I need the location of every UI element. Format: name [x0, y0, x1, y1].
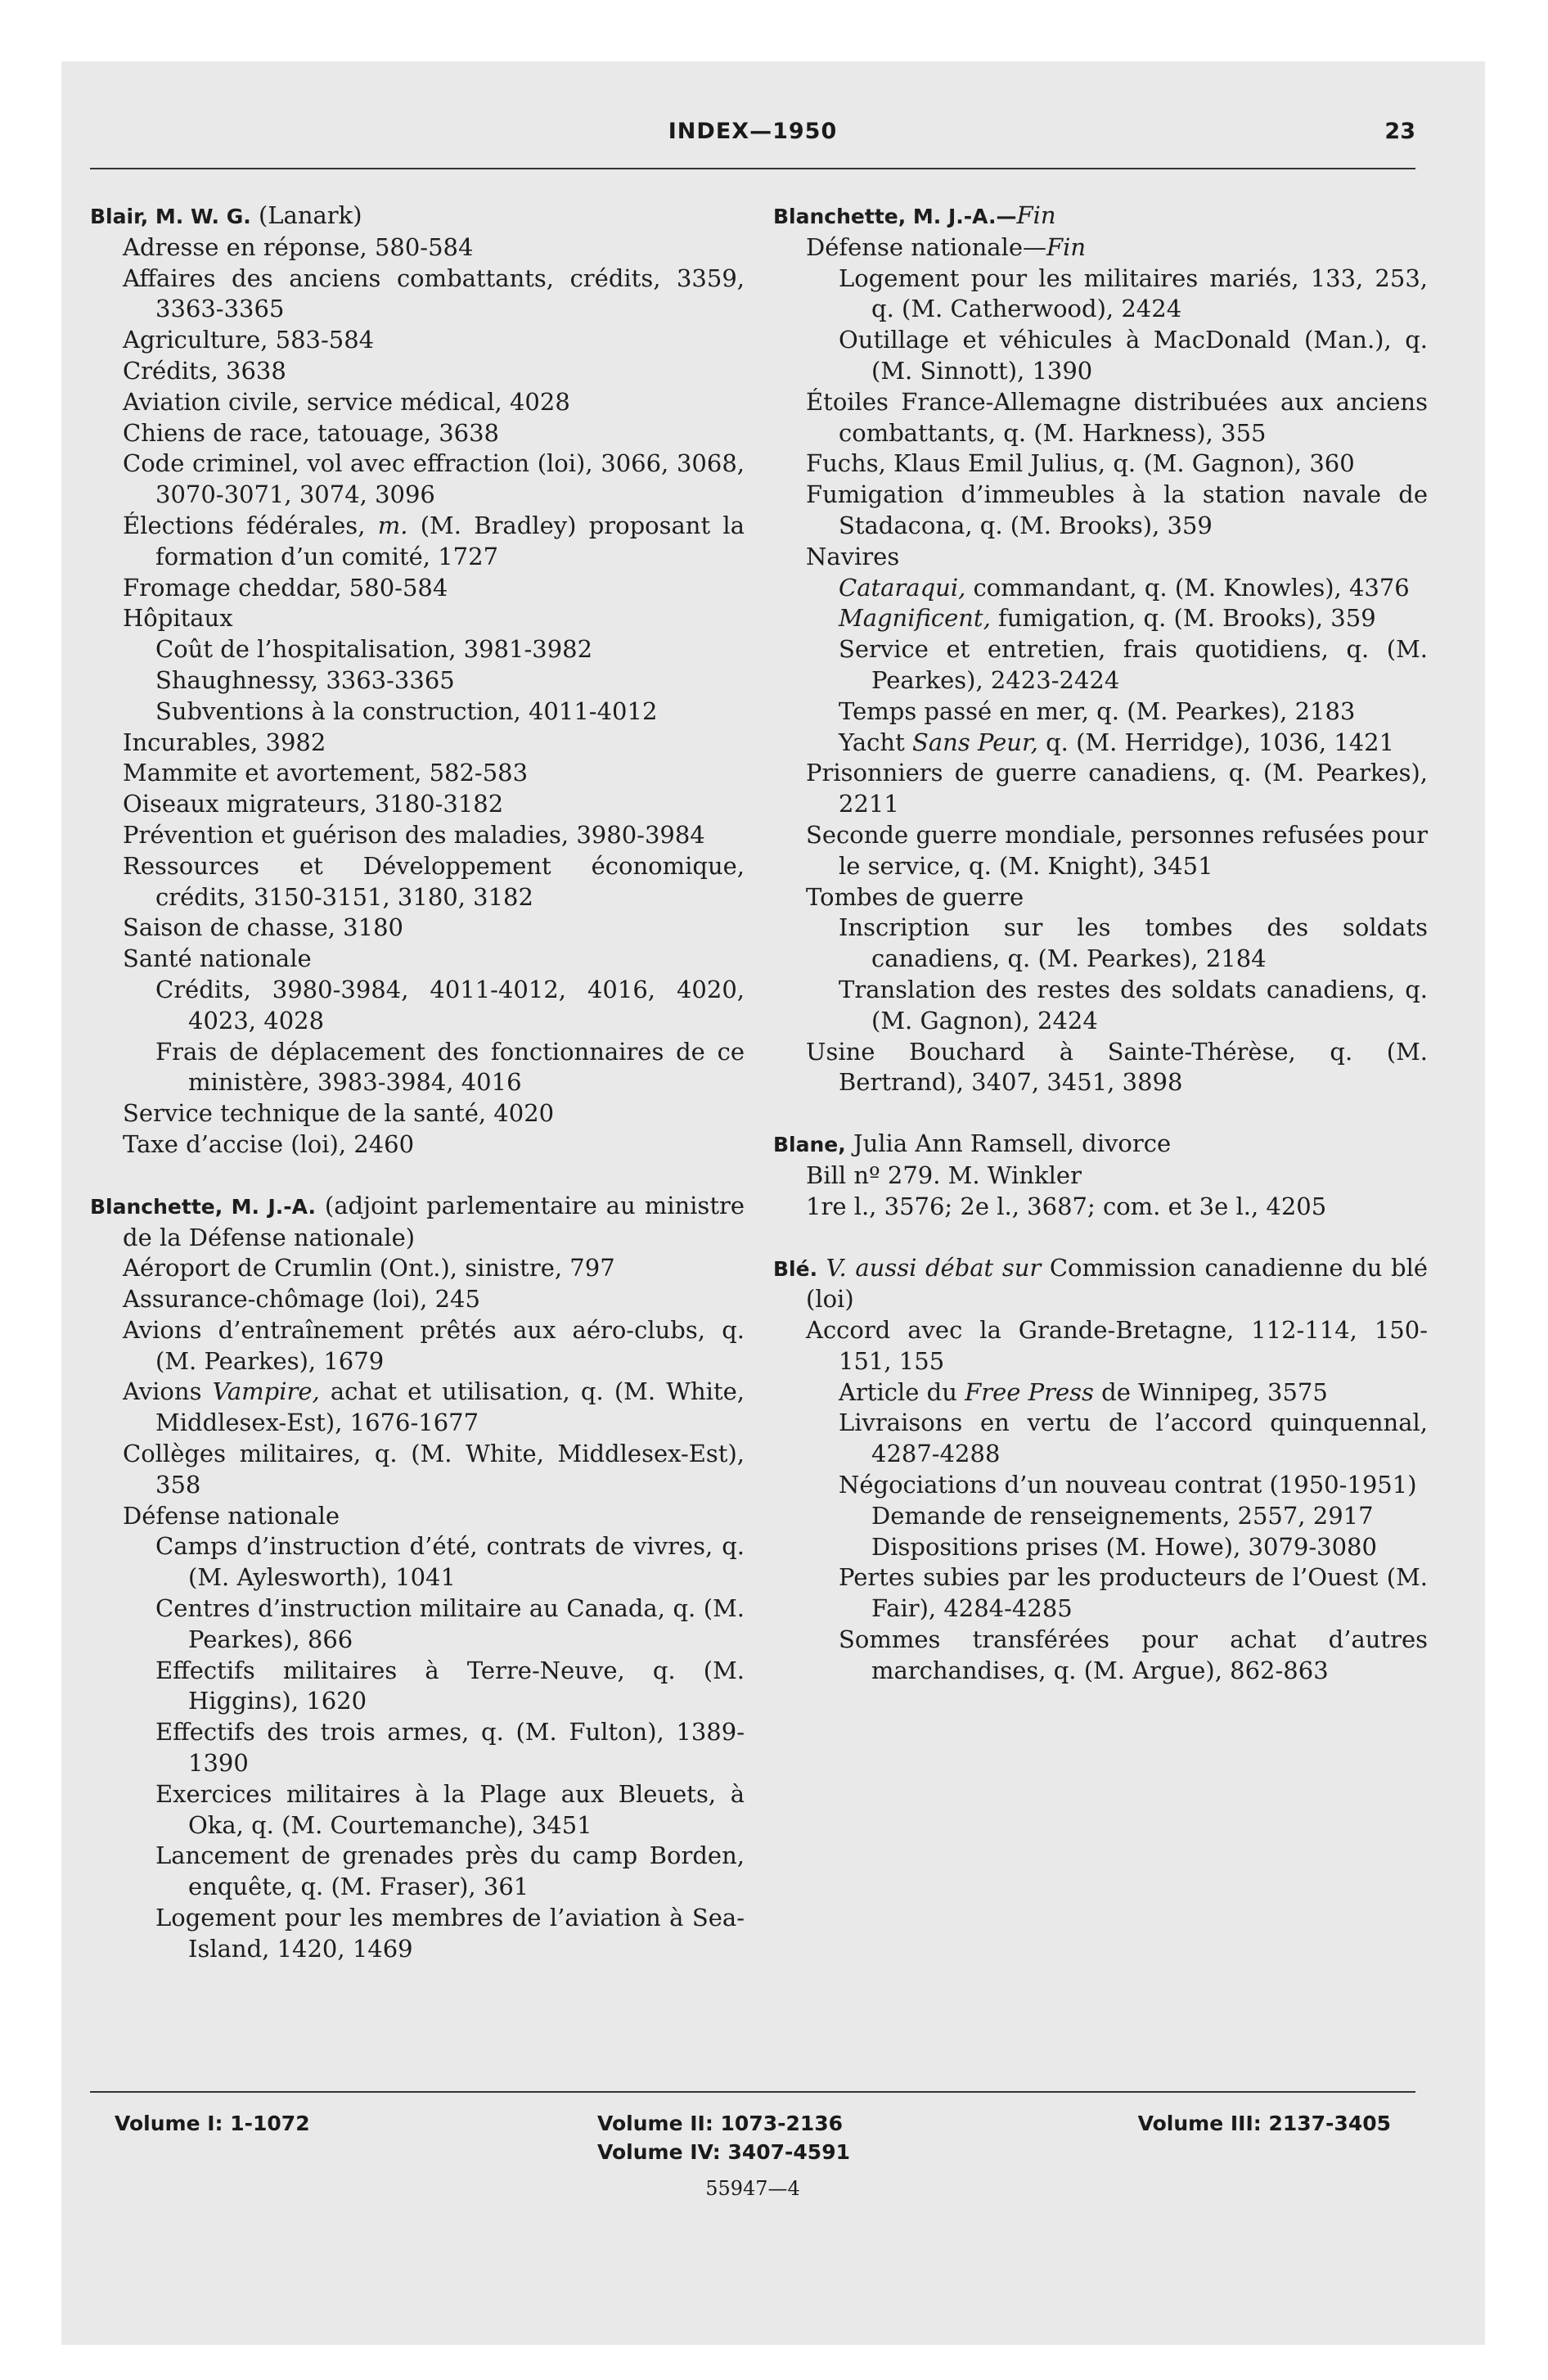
sub-subentry — [773, 573, 1428, 604]
entry-heading — [773, 1129, 1428, 1161]
subentry — [90, 511, 745, 573]
footer-rule — [90, 2091, 1415, 2093]
subentry: Code criminel, vol avec effraction (loi), 3066, 3068, 3070-3071, 3074, 3096 — [123, 449, 745, 509]
subentry: Hôpitaux — [123, 604, 233, 633]
entry-continued-label: Fin — [1016, 201, 1056, 229]
sub-subentry: Camps d’instruction d’été, contrats de vivres, q. (M. Aylesworth), 1041 — [155, 1532, 745, 1592]
subentry-text: Défense nationale— — [806, 232, 1047, 261]
page-number: 23 — [1384, 119, 1415, 144]
sub-subentry: Subventions à la construction, 4011-4012 — [155, 696, 658, 725]
index-entry-ble — [773, 1253, 1428, 1687]
subentry: Étoiles France-Allemagne distribuées aux anciens combattants, q. (M. Harkness), 355 — [806, 387, 1428, 447]
subentry: Navires — [806, 542, 900, 570]
header-rule — [90, 168, 1415, 169]
subentry-text: achat et utilisation, q. (M. White, Middlesex-Est), 1676-1677 — [155, 1377, 745, 1437]
subentry: Saison de chasse, 3180 — [123, 913, 403, 942]
cross-ref-italic: aussi débat sur — [855, 1253, 1042, 1282]
ship-name: Sans Peur, — [911, 728, 1038, 756]
entry-name: Blanchette, M. J.-A. — [773, 205, 997, 228]
subentry: Assurance-chômage (loi), 245 — [123, 1285, 480, 1314]
entry-riding: (Lanark) — [250, 201, 362, 229]
entry-heading — [90, 1191, 745, 1254]
subentry-text: de Winnipeg, 3575 — [1093, 1377, 1328, 1406]
volume-range-1: Volume I: 1-1072 — [115, 2112, 310, 2135]
sub-subentry: Livraisons en vertu de l’accord quinquennal, 4287-4288 — [839, 1409, 1428, 1468]
subentry: Chiens de race, tatouage, 3638 — [123, 418, 500, 447]
subentry-italic: Vampire, — [212, 1377, 320, 1406]
subentry: 1re l., 3576; 2e l., 3687; com. et 3e l., 4205 — [806, 1192, 1327, 1220]
subentry: Accord avec la Grande-Bretagne, 112-114, 150-151, 155 — [806, 1316, 1428, 1375]
sub-subentry: Lancement de grenades près du camp Borden, enquête, q. (M. Fraser), 361 — [155, 1841, 745, 1901]
entry-heading — [773, 1253, 1428, 1316]
subentry: Collèges militaires, q. (M. White, Middlesex-Est), 358 — [123, 1440, 745, 1499]
publication-name: Free Press — [965, 1377, 1094, 1406]
entry-name: Blair, M. W. G. — [90, 205, 251, 228]
sub-subentry: Coût de l’hospitalisation, 3981-3982 — [155, 635, 593, 664]
sub-subentry: Logement pour les membres de l’aviation à Sea-Island, 1420, 1469 — [155, 1904, 745, 1963]
subentry: Ressources et Développement économique, crédits, 3150-3151, 3180, 3182 — [123, 851, 745, 911]
subentry: Santé nationale — [123, 944, 312, 973]
subentry: Service technique de la santé, 4020 — [123, 1099, 555, 1128]
cross-ref-v: V. — [817, 1253, 856, 1282]
volume-range-2: Volume II: 1073-2136 — [597, 2112, 844, 2135]
subentry-italic: m. — [377, 511, 408, 539]
right-column — [773, 201, 1428, 1717]
sub-subentry: Service et entretien, frais quotidiens, q. (M. Pearkes), 2423-2424 — [839, 635, 1428, 694]
subentry: Taxe d’accise (loi), 2460 — [123, 1129, 415, 1158]
sub-subentry: Effectifs des trois armes, q. (M. Fulton), 1389-1390 — [155, 1718, 745, 1778]
subentry: Prisonniers de guerre canadiens, q. (M. Pearkes), 2211 — [806, 759, 1428, 818]
print-code: 55947—4 — [705, 2177, 800, 2200]
subentry-text: Élections fédérales, — [123, 511, 378, 539]
subentry: Aviation civile, service médical, 4028 — [123, 387, 570, 416]
subentry-text: commandant, q. (M. Knowles), 4376 — [965, 573, 1410, 602]
entry-heading — [90, 201, 745, 232]
subentry — [773, 232, 1428, 264]
page-header — [90, 98, 1415, 172]
entry-separator: — — [996, 205, 1017, 228]
subentry-text: (M. Bradley) proposant la formation d’un comité, 1727 — [155, 511, 745, 570]
subentry: Adresse en réponse, 580-584 — [123, 232, 474, 261]
subentry: Usine Bouchard à Sainte-Thérèse, q. (M. Bertrand), 3407, 3451, 3898 — [806, 1037, 1428, 1097]
subentry: Prévention et guérison des maladies, 3980-3984 — [123, 820, 705, 849]
entry-name: Blane, — [773, 1133, 846, 1157]
index-entry-blair — [90, 201, 745, 1161]
subentry: Agriculture, 583-584 — [123, 326, 375, 354]
subentry: Bill nº 279. M. Winkler — [806, 1161, 1082, 1189]
subentry-text: Yacht — [839, 728, 912, 756]
page-title: INDEX—1950 — [668, 119, 838, 144]
sub-subentry: Shaughnessy, 3363-3365 — [155, 665, 455, 694]
sub-subentry: Frais de déplacement des fonctionnaires de ce ministère, 3983-3984, 4016 — [155, 1037, 745, 1097]
subentry-text: q. (M. Herridge), 1036, 1421 — [1037, 728, 1395, 756]
entry-role: (adjoint parlementaire au ministre de la Défense nationale) — [123, 1191, 745, 1251]
subentry: Affaires des anciens combattants, crédits, 3359, 3363-3365 — [123, 264, 745, 323]
subentry: Fuchs, Klaus Emil Julius, q. (M. Gagnon), 360 — [806, 449, 1355, 478]
subentry: Mammite et avortement, 582-583 — [123, 759, 529, 787]
subentry: Aéroport de Crumlin (Ont.), sinistre, 797 — [123, 1254, 615, 1282]
subentry: Défense nationale — [123, 1501, 340, 1530]
sub-sub-subentry: Dispositions prises (M. Howe), 3079-3080 — [871, 1532, 1377, 1561]
subentry: Fumigation d’immeubles à la station navale de Stadacona, q. (M. Brooks), 359 — [806, 480, 1428, 539]
sub-subentry: Sommes transférées pour achat d’autres marchandises, q. (M. Argue), 862-863 — [839, 1625, 1428, 1684]
subentry-text: Avions — [123, 1377, 213, 1406]
subentry-text: fumigation, q. (M. Brooks), 359 — [990, 604, 1376, 633]
subentry: Avions d’entraînement prêtés aux aéro-clubs, q. (M. Pearkes), 1679 — [123, 1315, 745, 1375]
ship-name: Cataraqui, — [839, 573, 966, 602]
sub-subentry — [773, 728, 1428, 759]
subentry: Oiseaux migrateurs, 3180-3182 — [123, 790, 504, 818]
entry-heading — [773, 201, 1428, 232]
entry-name: Blanchette, M. J.-A. — [90, 1194, 316, 1219]
sub-subentry: Translation des restes des soldats canadiens, q. (M. Gagnon), 2424 — [839, 975, 1428, 1034]
sub-subentry: Crédits, 3980-3984, 4011-4012, 4016, 4020, 4023, 4028 — [155, 975, 745, 1034]
sub-sub-subentry: Demande de renseignements, 2557, 2917 — [871, 1501, 1374, 1530]
volume-range-4: Volume IV: 3407-4591 — [597, 2140, 850, 2164]
sub-subentry: Outillage et véhicules à MacDonald (Man.), q. (M. Sinnott), 1390 — [839, 326, 1428, 385]
sub-subentry: Exercices militaires à la Plage aux Bleuets, à Oka, q. (M. Courtemanche), 3451 — [155, 1779, 745, 1839]
subentry: Seconde guerre mondiale, personnes refusées pour le service, q. (M. Knight), 3451 — [806, 820, 1428, 880]
subentry: Incurables, 3982 — [123, 728, 326, 756]
sub-subentry: Temps passé en mer, q. (M. Pearkes), 2183 — [839, 696, 1356, 725]
subentry-italic: Fin — [1046, 232, 1087, 261]
sub-subentry: Inscription sur les tombes des soldats canadiens, q. (M. Pearkes), 2184 — [839, 913, 1428, 973]
index-entry-blane — [773, 1129, 1428, 1222]
entry-detail: Commission canadienne du blé (loi) — [806, 1253, 1429, 1314]
sub-subentry: Pertes subies par les producteurs de l’Ouest (M. Fair), 4284-4285 — [839, 1563, 1428, 1623]
subentry-text: Article du — [839, 1377, 965, 1406]
subentry: Fromage cheddar, 580-584 — [123, 573, 448, 602]
sub-subentry: Logement pour les militaires mariés, 133, 253, q. (M. Catherwood), 2424 — [839, 264, 1428, 323]
sub-subentry — [773, 603, 1428, 634]
entry-detail: Julia Ann Ramsell, divorce — [845, 1129, 1172, 1158]
volume-range-3: Volume III: 2137-3405 — [1137, 2112, 1391, 2135]
left-column — [90, 201, 745, 1995]
page-footer — [90, 2091, 1415, 2255]
ship-name: Magnificent, — [839, 604, 991, 633]
index-entry-blanchette — [90, 1191, 745, 1965]
subentry: Tombes de guerre — [806, 882, 1024, 911]
sub-subentry: Effectifs militaires à Terre-Neuve, q. (M. Higgins), 1620 — [155, 1656, 745, 1715]
subentry — [90, 1377, 745, 1439]
sub-subentry — [773, 1377, 1428, 1409]
sub-subentry: Centres d’instruction militaire au Canada, q. (M. Pearkes), 866 — [155, 1594, 745, 1653]
entry-name: Blé. — [773, 1256, 818, 1281]
index-entry-blanchette-continued — [773, 201, 1428, 1098]
subentry: Crédits, 3638 — [123, 356, 286, 385]
sub-subentry: Négociations d’un nouveau contrat (1950-1951) — [839, 1471, 1417, 1499]
